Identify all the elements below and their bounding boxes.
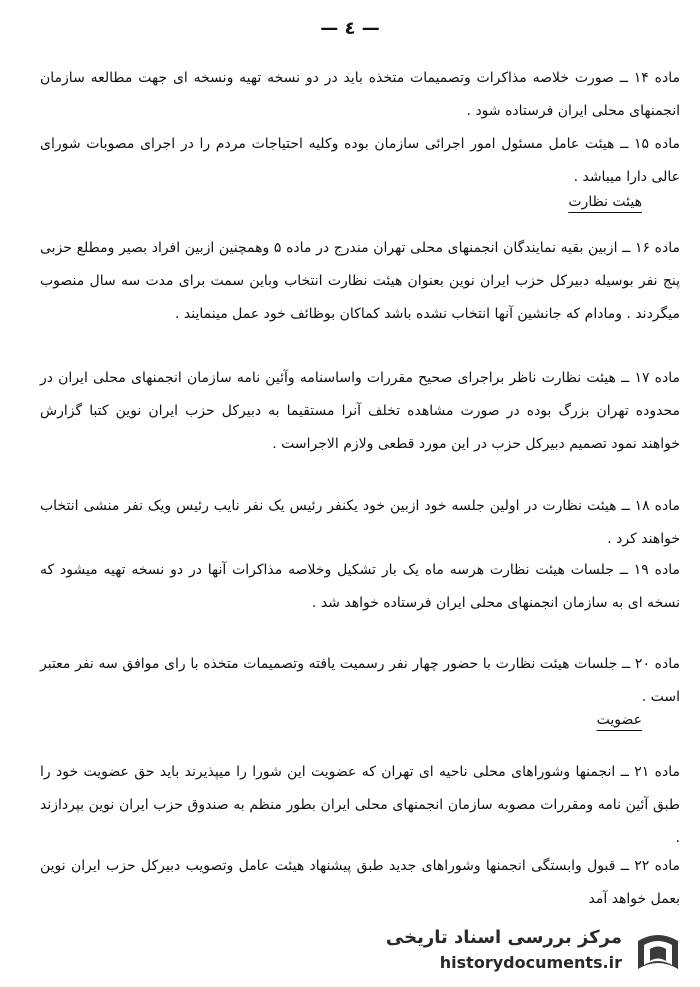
article-14: ماده ۱۴ ــ صورت خلاصه مذاکرات وتصمیمات متخذه باید در دو نسخه تهیه ونسخه ای جهت مطالعه سازمان انجمنهای محلی ایران فرستاده شود . [40, 70, 680, 119]
article-15: ماده ۱۵ ــ هیئت عامل مسئول امور اجرائی سازمان بوده وکلیه احتیاجات مردم را در اجرای مصوبات شورای عالی دارا میباشد . [40, 136, 680, 185]
article-19: ماده ۱۹ ــ جلسات هیئت نظارت هرسه ماه یک بار تشکیل وخلاصه مذاکرات آنها در دو نسخه تهیه میشود که نسخه ای به سازمان انجمنهای محلی ایران فرستاده خواهد شد . [40, 562, 680, 611]
watermark-title: مرکز بررسی اسناد تاریخی [385, 927, 622, 948]
article-20: ماده ۲۰ ــ جلسات هیئت نظارت با حضور چهار نفر رسمیت یافته وتصمیمات متخذه با رای موافق سه نفر معتبر است . [40, 656, 680, 705]
watermark-url: historydocuments.ir [439, 953, 622, 972]
section-heading-membership: عضویت [596, 712, 642, 728]
article-22: ماده ۲۲ ــ قبول وابستگی انجمنها وشوراهای جدید طبق پیشنهاد هیئت عامل وتصویب دبیرکل حزب ایران نوین بعمل خواهد آمد [40, 858, 680, 907]
page-number: — ٤ — [320, 18, 380, 39]
article-17: ماده ۱۷ ــ هیئت نظارت ناظر براجرای صحیح مقررات واساسنامه وآئین نامه سازمان انجمنهای محلی ایران در محدوده تهران بزرگ بوده در صورت مشاهده تخلف آنرا مستقیما به دبیرکل حزب ایران نوین کتبا گزارش خواهند نمود تصمیم دبیرکل حزب در این مورد قطعی ولازم الاجراست . [40, 370, 680, 452]
section-heading-supervision: هیئت نظارت [568, 194, 642, 210]
article-16: ماده ۱۶ ــ ازبین بقیه نمایندگان انجمنهای محلی تهران مندرج در ماده ۵ وهمچنین ازبین افراد بصیر ومطلع حزبی پنج نفر بوسیله دبیرکل حزب ایران نوین بعنوان هیئت نظارت انتخاب وباین سمت برای مدت سه سال منصوب میگردند . ومادام که جانشین آنها انتخاب نشده باشد کماکان بوظائف خود عمل مینمایند . [40, 240, 680, 322]
article-21: ماده ۲۱ ــ انجمنها وشوراهای محلی ناحیه ای تهران که عضویت این شورا را میپذیرند باید حق عضویت خود را طبق آئین نامه ومقررات مصوبه سازمان انجمنهای محلی ایران بطور منظم به صندوق حزب ایران نوین بپردازند . [40, 764, 680, 846]
archive-logo-icon [630, 925, 686, 981]
watermark [385, 925, 686, 981]
article-18: ماده ۱۸ ــ هیئت نظارت در اولین جلسه خود ازبین خود یکنفر رئیس یک نفر نایب رئیس ویک نفر منشی انتخاب خواهند کرد . [40, 498, 680, 547]
